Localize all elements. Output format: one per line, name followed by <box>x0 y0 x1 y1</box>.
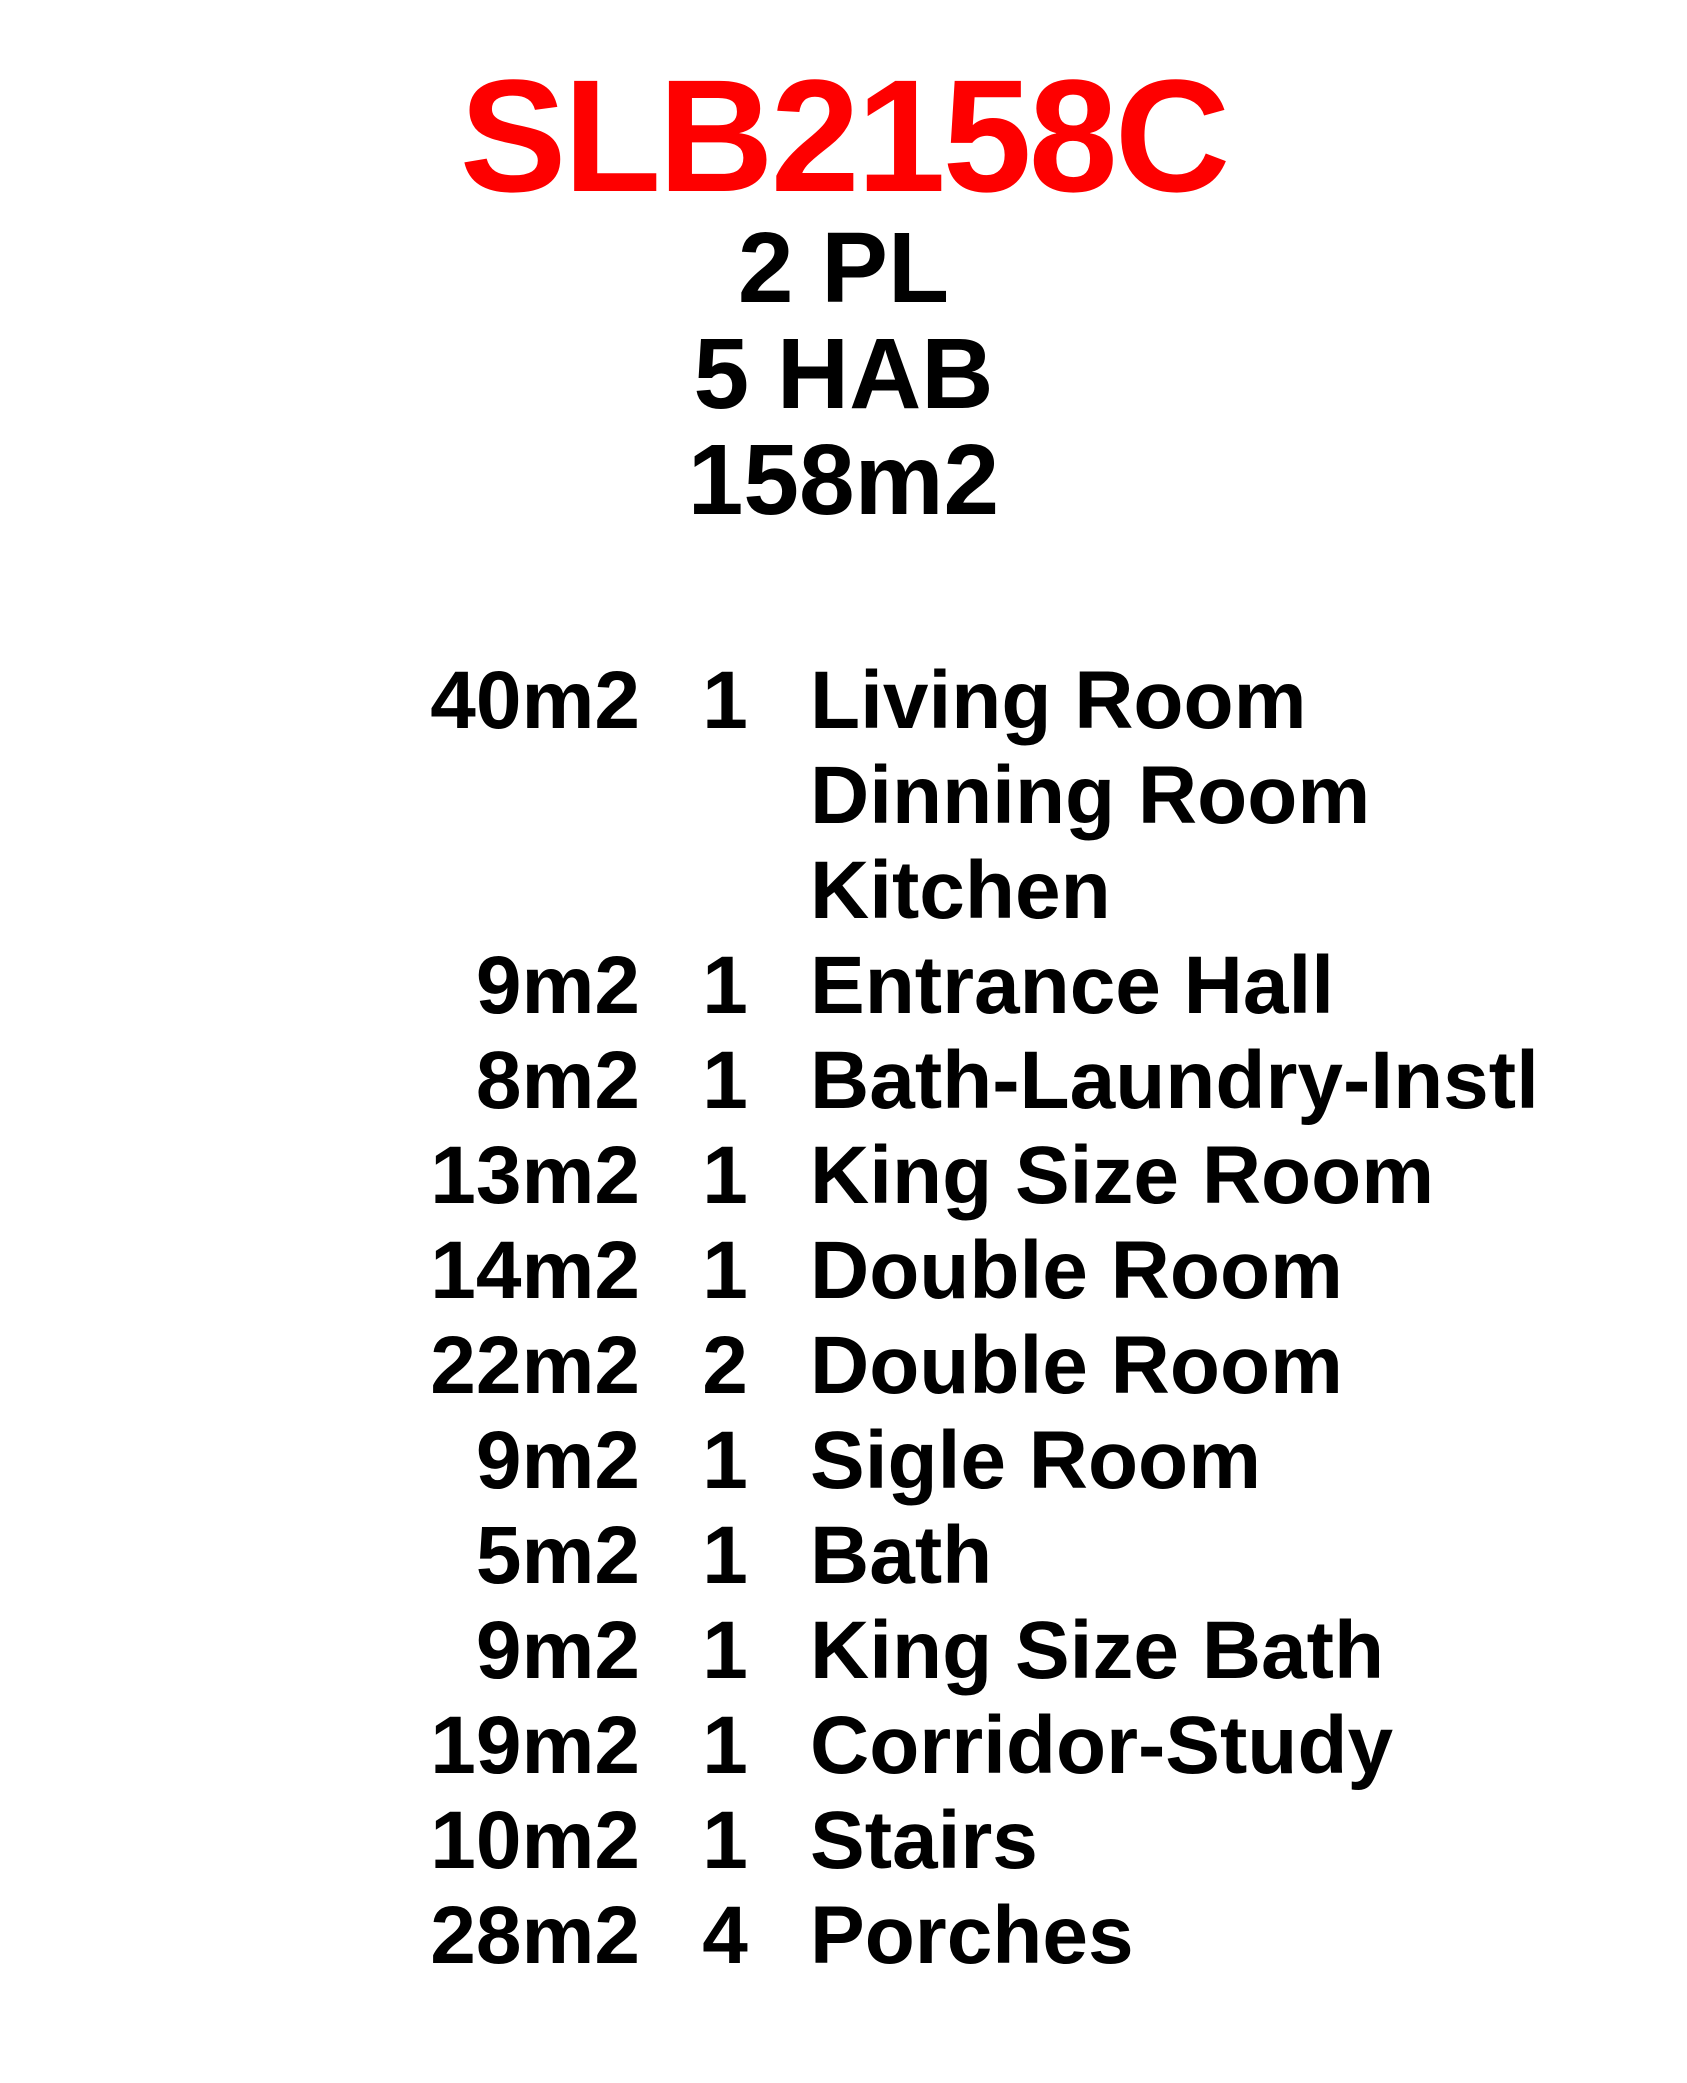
room-name <box>810 1793 1687 1888</box>
room-row <box>0 1793 1687 1888</box>
room-count: 2 <box>702 1320 748 1411</box>
plan-summary <box>0 212 1687 536</box>
room-list <box>0 653 1687 1983</box>
room-row <box>0 1603 1687 1698</box>
room-row <box>0 1128 1687 1223</box>
room-name-line: Corridor-Study <box>810 1700 1394 1791</box>
room-count: 1 <box>702 655 748 746</box>
room-area: 14m2 <box>430 1225 640 1316</box>
room-name <box>810 1128 1687 1223</box>
room-name <box>810 653 1687 938</box>
room-row <box>0 1318 1687 1413</box>
room-name <box>810 1603 1687 1698</box>
room-name <box>810 1223 1687 1318</box>
room-row <box>0 1698 1687 1793</box>
room-name-line: Kitchen <box>810 845 1111 936</box>
room-count: 1 <box>702 1795 748 1886</box>
room-name-line: Double Room <box>810 1225 1343 1316</box>
room-name-line: Sigle Room <box>810 1415 1262 1506</box>
room-count: 1 <box>702 1510 748 1601</box>
room-name-line: Dinning Room <box>810 750 1371 841</box>
room-name-line: King Size Bath <box>810 1605 1385 1696</box>
room-row <box>0 1223 1687 1318</box>
room-row <box>0 1888 1687 1983</box>
room-name-line: Porches <box>810 1890 1134 1981</box>
room-name <box>810 1033 1687 1128</box>
room-name-line: Double Room <box>810 1320 1343 1411</box>
room-count: 1 <box>702 1700 748 1791</box>
room-count: 1 <box>702 1415 748 1506</box>
room-name <box>810 1888 1687 1983</box>
room-area: 22m2 <box>430 1320 640 1411</box>
room-name-line: Entrance Hall <box>810 940 1335 1031</box>
room-count: 4 <box>702 1890 748 1981</box>
room-name <box>810 1508 1687 1603</box>
room-row <box>0 1033 1687 1128</box>
room-row <box>0 653 1687 938</box>
room-area: 40m2 <box>430 655 640 746</box>
room-row <box>0 1508 1687 1603</box>
room-name <box>810 1413 1687 1508</box>
room-count: 1 <box>702 1035 748 1126</box>
room-area: 13m2 <box>430 1130 640 1221</box>
room-area: 8m2 <box>475 1035 640 1126</box>
room-name <box>810 1698 1687 1793</box>
plan-code-title: SLB2158C <box>459 46 1228 225</box>
room-name-line: Living Room <box>810 655 1307 746</box>
room-row <box>0 938 1687 1033</box>
summary-floors: 2 PL <box>737 212 950 324</box>
room-name <box>810 938 1687 1033</box>
room-area: 9m2 <box>475 940 640 1031</box>
room-name-line: Stairs <box>810 1795 1038 1886</box>
room-area: 9m2 <box>475 1605 640 1696</box>
room-area: 5m2 <box>475 1510 640 1601</box>
room-count: 1 <box>702 940 748 1031</box>
room-count: 1 <box>702 1225 748 1316</box>
room-name-line: King Size Room <box>810 1130 1435 1221</box>
summary-bedrooms: 5 HAB <box>693 318 994 430</box>
room-name-line: Bath-Laundry-Instl <box>810 1035 1539 1126</box>
room-area: 10m2 <box>430 1795 640 1886</box>
room-name <box>810 1318 1687 1413</box>
room-area: 9m2 <box>475 1415 640 1506</box>
room-area: 19m2 <box>430 1700 640 1791</box>
room-name-line: Bath <box>810 1510 993 1601</box>
summary-total-area: 158m2 <box>687 424 1000 536</box>
room-count: 1 <box>702 1130 748 1221</box>
room-row <box>0 1413 1687 1508</box>
room-area: 28m2 <box>430 1890 640 1981</box>
room-count: 1 <box>702 1605 748 1696</box>
